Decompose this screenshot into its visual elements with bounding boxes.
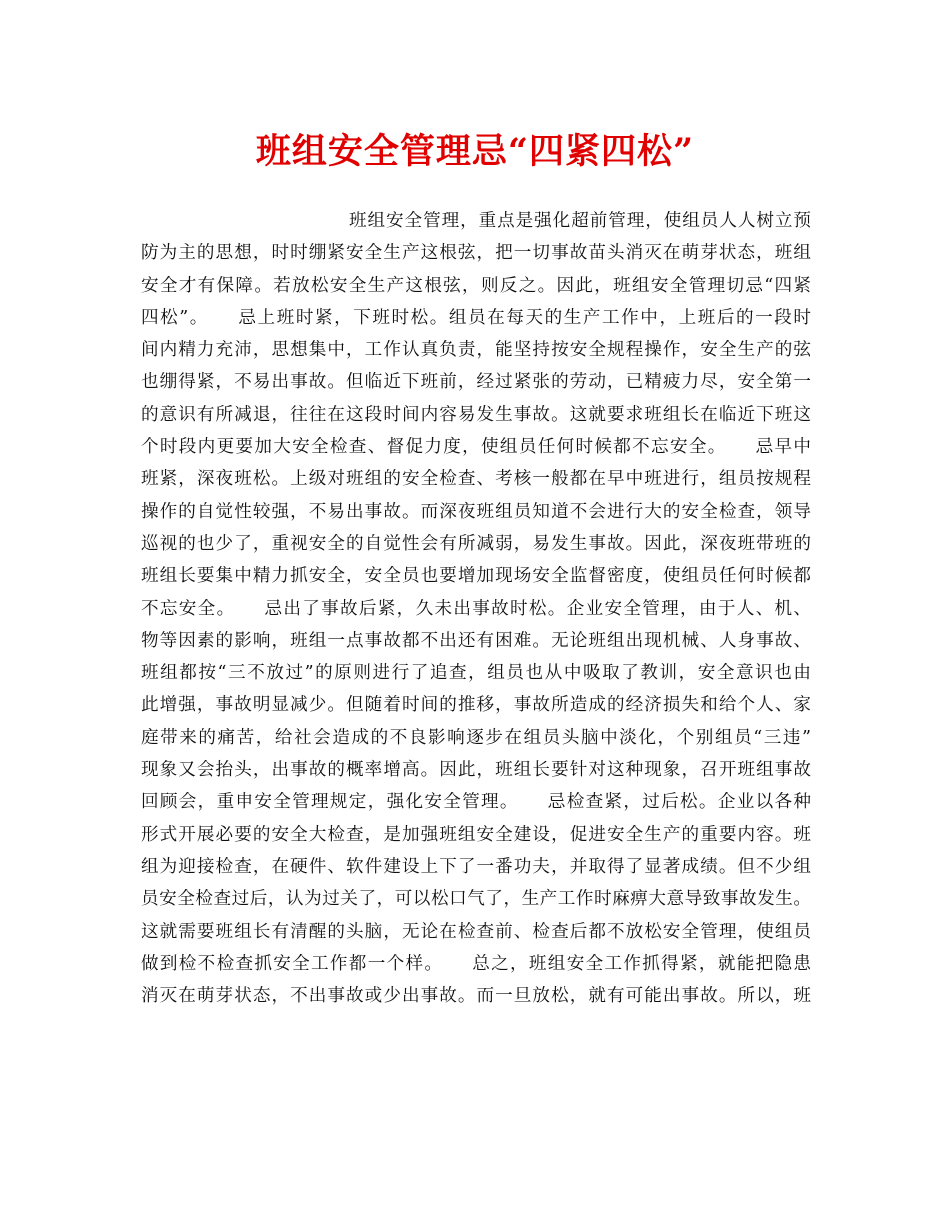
body-line: 操作的自觉性较强，不易出事故。而深夜班组员知道不会进行大的安全检查，领导 xyxy=(141,501,811,522)
body-line: 班组都按“三不放过”的原则进行了追查，组员也从中吸取了教训，安全意识也由 xyxy=(141,663,811,684)
body-line: 四松”。 忌上班时紧，下班时松。组员在每天的生产工作中，上班后的一段时 xyxy=(141,307,811,328)
body-line: 安全才有保障。若放松安全生产这根弦，则反之。因此，班组安全管理切忌“四紧 xyxy=(141,275,811,296)
body-line: 消灭在萌芽状态，不出事故或少出事故。而一旦放松，就有可能出事故。所以，班 xyxy=(141,986,811,1007)
body-line: 的意识有所减退，往往在这段时间内容易发生事故。这就要求班组长在临近下班这 xyxy=(141,404,811,425)
body-line: 这就需要班组长有清醒的头脑，无论在检查前、检查后都不放松安全管理，使组员 xyxy=(141,921,811,942)
body-line: 做到检不检查抓安全工作都一个样。 总之，班组安全工作抓得紧，就能把隐患 xyxy=(141,953,811,974)
body-line: 巡视的也少了，重视安全的自觉性会有所减弱，易发生事故。因此，深夜班带班的 xyxy=(141,533,811,554)
body-line: 班组安全管理，重点是强化超前管理，使组员人人树立预 xyxy=(349,211,811,231)
body-line: 不忘安全。 忌出了事故后紧，久未出事故时松。企业安全管理，由于人、机、 xyxy=(141,598,811,619)
body-line: 现象又会抬头，出事故的概率增高。因此，班组长要针对这种现象，召开班组事故 xyxy=(141,760,811,781)
body-line: 也绷得紧，不易出事故。但临近下班前，经过紧张的劳动，已精疲力尽，安全第一 xyxy=(141,372,811,393)
body-line: 物等因素的影响，班组一点事故都不出还有困难。无论班组出现机械、人身事故、 xyxy=(141,630,811,651)
body-line: 回顾会，重申安全管理规定，强化安全管理。 忌检查紧，过后松。企业以各种 xyxy=(141,792,811,813)
body-line: 班紧，深夜班松。上级对班组的安全检查、考核一般都在早中班进行，组员按规程 xyxy=(141,469,811,490)
body-line: 班组长要集中精力抓安全，安全员也要增加现场安全监督密度，使组员任何时候都 xyxy=(141,566,811,587)
body-line: 庭带来的痛苦，给社会造成的不良影响逐步在组员头脑中淡化，个别组员“三违” xyxy=(141,727,811,748)
body-line: 员安全检查过后，认为过关了，可以松口气了，生产工作时麻痹大意导致事故发生。 xyxy=(141,889,811,910)
body-line: 形式开展必要的安全大检查，是加强班组安全建设，促进安全生产的重要内容。班 xyxy=(141,824,811,845)
body-line: 防为主的思想，时时绷紧安全生产这根弦，把一切事故苗头消灭在萌芽状态，班组 xyxy=(141,243,811,264)
body-line: 个时段内更要加大安全检查、督促力度，使组员任何时候都不忘安全。 忌早中 xyxy=(141,437,811,458)
document-body xyxy=(141,205,811,1012)
body-line: 此增强，事故明显减少。但随着时间的推移，事故所造成的经济损失和给个人、家 xyxy=(141,695,811,716)
document-title: 班组安全管理忌“四紧四松” xyxy=(255,131,695,172)
body-line: 间内精力充沛，思想集中，工作认真负责，能坚持按安全规程操作，安全生产的弦 xyxy=(141,340,811,361)
body-line: 组为迎接检查，在硬件、软件建设上下了一番功夫，并取得了显著成绩。但不少组 xyxy=(141,856,811,877)
